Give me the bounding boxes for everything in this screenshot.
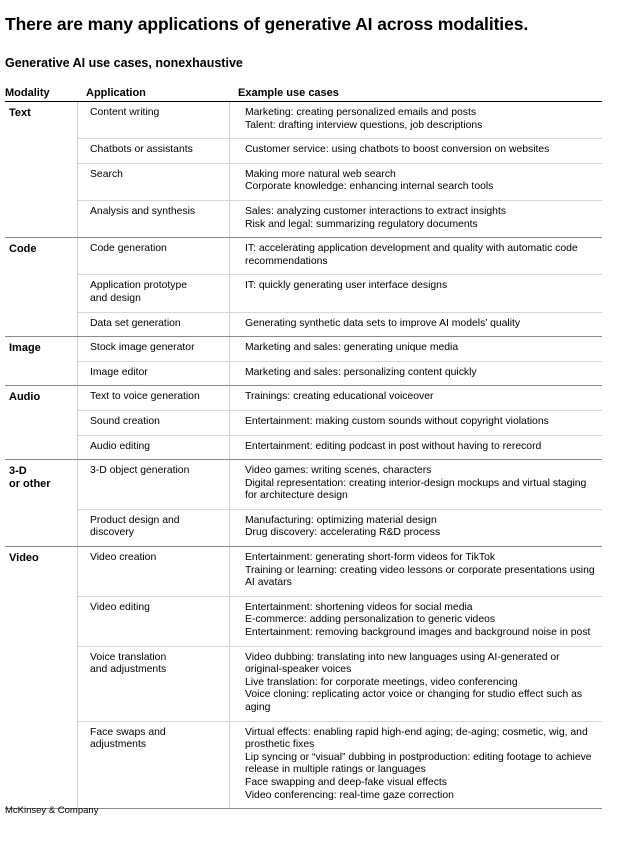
application-cell: Stock image generator (78, 337, 230, 361)
table-row (78, 163, 602, 200)
use-case-line: Marketing: creating personalized emails and posts (245, 107, 477, 118)
use-case-line: Entertainment: making custom sounds without copyright violations (245, 415, 549, 427)
use-case-line: Voice cloning: replicating actor voice or changing for studio effect such as aging (245, 689, 583, 713)
application-rows (77, 547, 602, 808)
modality-group (5, 337, 602, 386)
use-case-line: Trainings: creating educational voiceover (245, 391, 434, 403)
use-cases-cell (230, 313, 602, 337)
table-row (78, 102, 602, 138)
application-cell: Video editing (78, 597, 230, 646)
column-header-example-use-cases: Example use cases (238, 87, 339, 99)
use-case-line: Video dubbing: translating into new languages using AI-generated or original-speaker voices (245, 651, 560, 676)
use-case-line: Training or learning: creating video lessons or corporate presentations using AI avatars (245, 564, 595, 589)
application-cell: Chatbots or assistants (78, 139, 230, 163)
use-cases-cell (230, 411, 602, 435)
modality-label: Text (9, 107, 31, 119)
table-row (78, 410, 602, 435)
use-case-line: Entertainment: shortening videos for social media (245, 601, 473, 613)
application-rows (77, 386, 602, 459)
use-cases-cell (230, 164, 602, 200)
use-case-line: Live translation: for corporate meetings, video conferencing (245, 676, 518, 688)
table-subtitle: Generative AI use cases, nonexhaustive (5, 56, 243, 70)
use-case-line: Making more natural web search (245, 168, 396, 180)
table-row (78, 509, 602, 546)
application-cell: 3-D object generation (78, 460, 230, 509)
use-case-line: Video games: writing scenes, characters (245, 465, 432, 477)
page-title: There are many applications of generative AI across modalities. (5, 14, 529, 34)
application-rows (77, 337, 602, 385)
table-row (78, 721, 602, 809)
use-case-line: Marketing and sales: personalizing content quickly (245, 366, 477, 378)
application-cell: Audio editing (78, 436, 230, 460)
use-case-line: Talent: drafting interview questions, job descriptions (245, 119, 483, 131)
use-cases-cell (230, 647, 602, 721)
use-cases-cell (230, 597, 602, 646)
table-row (78, 274, 602, 311)
modality-group (5, 102, 602, 238)
application-cell: Search (78, 164, 230, 200)
modality-label: Video (9, 552, 39, 565)
use-case-line: Risk and legal: summarizing regulatory documents (245, 218, 478, 230)
application-cell: Data set generation (78, 313, 230, 337)
use-case-line: Customer service: using chatbots to boost conversion on websites (245, 144, 550, 156)
use-cases-cell (230, 436, 602, 460)
table-row (78, 337, 602, 361)
table-row (78, 200, 602, 237)
modality-label: Image (9, 342, 41, 355)
modality-label: Code (9, 243, 37, 256)
use-cases-cell (230, 362, 602, 386)
use-case-line: Manufacturing: optimizing material design (245, 514, 437, 526)
application-cell: Face swaps and adjustments (78, 722, 230, 809)
use-case-line: Virtual effects: enabling rapid high-end aging; de-aging; cosmetic, wig, and prosthetic fixes (245, 726, 588, 751)
use-case-line: Entertainment: generating short-form videos for TikTok (245, 552, 496, 564)
application-rows (77, 460, 602, 546)
use-case-line: E-commerce: adding personalization to generic videos (245, 614, 496, 626)
use-case-line: Marketing and sales: generating unique media (245, 342, 459, 354)
use-cases-cell (230, 510, 602, 546)
application-rows (77, 238, 602, 336)
application-cell: Text to voice generation (78, 386, 230, 410)
use-cases-cell (230, 238, 602, 274)
application-cell: Code generation (78, 238, 230, 274)
application-cell: Analysis and synthesis (78, 201, 230, 237)
application-rows (77, 102, 602, 237)
use-cases-cell (230, 275, 602, 311)
application-cell: Video creation (78, 547, 230, 596)
use-case-line: IT: accelerating application development and quality with automatic code recommendations (245, 243, 578, 267)
application-cell: Voice translation and adjustments (78, 647, 230, 721)
use-cases-cell (230, 722, 602, 809)
use-case-line: Drug discovery: accelerating R&D process (245, 527, 441, 539)
use-cases-cell (230, 201, 602, 237)
use-cases-cell (230, 337, 602, 361)
use-case-line: Face swapping and deep-fake visual effects (245, 776, 447, 788)
modality-label: Audio (9, 391, 41, 404)
use-case-table (5, 102, 602, 809)
table-row (78, 596, 602, 646)
application-cell: Application prototype and design (78, 275, 230, 311)
application-cell: Sound creation (78, 411, 230, 435)
use-case-line: IT: quickly generating user interface designs (245, 280, 448, 292)
use-case-line: Digital representation: creating interior-design mockups and virtual staging for architecture design (245, 477, 587, 502)
column-header-modality: Modality (5, 87, 50, 99)
use-cases-cell (230, 139, 602, 163)
table-row (78, 312, 602, 337)
table-row (78, 138, 602, 163)
application-cell: Content writing (78, 102, 230, 138)
use-cases-cell (230, 547, 602, 596)
modality-group (5, 238, 602, 337)
use-case-line: Video conferencing: real-time gaze correction (245, 789, 454, 801)
table-row (78, 460, 602, 509)
use-case-line: Entertainment: editing podcast in post without having to rerecord (245, 440, 542, 452)
application-cell: Image editor (78, 362, 230, 386)
use-cases-cell (230, 460, 602, 509)
table-row (78, 646, 602, 721)
modality-group (5, 547, 602, 809)
use-case-line: Generating synthetic data sets to improve AI models’ quality (245, 317, 521, 329)
use-cases-cell (230, 102, 602, 138)
column-header-application: Application (86, 87, 146, 99)
table-row (78, 386, 602, 410)
table-row (78, 547, 602, 596)
use-case-line: Corporate knowledge: enhancing internal search tools (245, 181, 494, 193)
modality-group (5, 386, 602, 460)
application-cell: Product design and discovery (78, 510, 230, 546)
modality-group (5, 460, 602, 547)
use-case-line: Sales: analyzing customer interactions to extract insights (245, 205, 507, 217)
modality-label: 3-D or other (9, 465, 51, 491)
table-row (78, 361, 602, 386)
footer-brand: McKinsey & Company (5, 805, 99, 816)
table-row (78, 435, 602, 460)
use-case-line: Lip syncing or “visual” dubbing in postproduction: editing footage to achieve release in multiple ratings or languages (245, 751, 592, 776)
table-row (78, 238, 602, 274)
use-case-line: Entertainment: removing background images and background noise in post (245, 627, 591, 639)
use-cases-cell (230, 386, 602, 410)
